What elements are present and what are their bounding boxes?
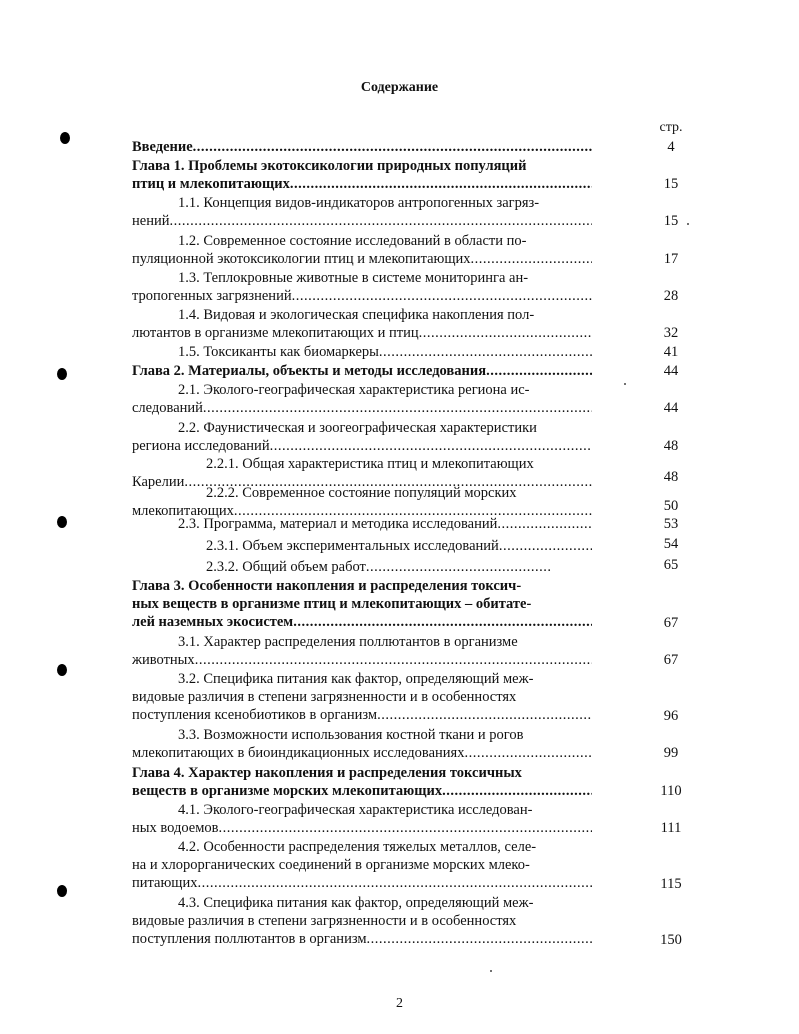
toc-entry-introduction[interactable] (132, 138, 592, 156)
toc-entry-text: Глава 3. Особенности накопления и распределения токсич- (132, 578, 522, 594)
toc-entry-text: видовые различия в степени загрязненности и в особенностях (132, 689, 517, 705)
toc-entry-text: 3.2. Специфика питания как фактор, определяющий меж- (178, 671, 534, 687)
leader-dots (218, 819, 592, 837)
toc-entry-text: нений (132, 213, 170, 229)
toc-entry-chapter-2[interactable] (132, 362, 592, 380)
toc-entry-text: следований (132, 400, 203, 416)
toc-entry-3-2[interactable] (132, 670, 592, 724)
toc-entry-text: 2.3. Программа, материал и методика исследований (178, 516, 498, 532)
toc-page-number: 53 (663, 516, 679, 532)
toc-entry-text: 4.3. Специфика питания как фактор, определяющий меж- (178, 895, 534, 911)
toc-page-number: 4 (667, 139, 675, 155)
toc-entry-text: 2.3.1. Объем экспериментальных исследований (206, 538, 499, 554)
toc-entry-text: 1.5. Токсиканты как биомаркеры (178, 344, 379, 360)
leader-dots (195, 651, 592, 669)
leader-dots (290, 175, 592, 193)
punch-hole-mark (57, 885, 67, 897)
toc-entry-text: тропогенных загрязнений (132, 288, 292, 304)
leader-dots (366, 558, 552, 576)
toc-entry-text: питающих (132, 875, 198, 891)
scan-speck (490, 970, 492, 972)
toc-entry-2-2[interactable] (132, 419, 592, 455)
toc-entry-text: ных водоемов (132, 820, 219, 836)
toc-entry-text: 2.3.2. Общий объем работ (206, 559, 366, 575)
leader-dots (197, 874, 592, 892)
toc-entry-chapter-3[interactable] (132, 577, 592, 631)
leader-dots (379, 343, 592, 361)
page-number-footer: 2 (396, 996, 403, 1011)
scan-speck (687, 223, 689, 225)
page-column-header: стр. (659, 120, 683, 135)
punch-hole-mark (57, 368, 67, 380)
toc-entry-text: региона исследований (132, 438, 270, 454)
leader-dots (169, 212, 592, 230)
leader-dots (377, 706, 592, 724)
toc-entry-text: 3.1. Характер распределения поллютантов в организме (178, 634, 518, 650)
punch-hole-mark (57, 516, 67, 528)
leader-dots (293, 613, 592, 631)
punch-hole-mark (60, 132, 70, 144)
toc-entry-4-1[interactable] (132, 801, 592, 837)
page-title: Содержание (360, 80, 439, 95)
toc-entry-text: пуляционной экотоксикологии птиц и млекопитающих (132, 251, 471, 267)
toc-page-number: 48 (663, 438, 679, 454)
toc-entry-text: ных веществ в организме птиц и млекопитающих – обитате- (132, 596, 532, 612)
leader-dots (497, 515, 592, 533)
scan-speck (624, 383, 626, 385)
toc-entry-text: 1.1. Концепция видов-индикаторов антропогенных загряз- (178, 195, 540, 211)
toc-entry-1-4[interactable] (132, 306, 592, 342)
toc-entry-text: поступления ксенобиотиков в организм (132, 707, 378, 723)
toc-page-number: 15 (663, 213, 679, 229)
toc-entry-3-1[interactable] (132, 633, 592, 669)
toc-entry-text: Карелии (132, 474, 185, 490)
toc-entry-text: на и хлорорганических соединений в организме морских млеко- (132, 857, 530, 873)
toc-entry-1-5[interactable] (132, 343, 592, 361)
toc-entry-text: млекопитающих в биоиндикационных исследованиях (132, 745, 465, 761)
toc-page-number: 15 (663, 176, 679, 192)
toc-entry-text: 2.2.1. Общая характеристика птиц и млекопитающих (206, 456, 534, 472)
toc-page-number: 96 (663, 708, 679, 724)
toc-page-number: 54 (663, 536, 679, 552)
toc-page-number: 17 (663, 251, 679, 267)
toc-entry-text: Глава 1. Проблемы экотоксикологии природных популяций (132, 158, 527, 174)
leader-dots (367, 930, 592, 948)
toc-entry-chapter-4[interactable] (132, 764, 592, 800)
toc-entry-text: животных (132, 652, 195, 668)
toc-entry-4-3[interactable] (132, 894, 592, 948)
leader-dots (486, 362, 592, 380)
toc-entry-text: Глава 4. Характер накопления и распределения токсичных (132, 765, 522, 781)
toc-entry-text: видовые различия в степени загрязненности и в особенностях (132, 913, 517, 929)
toc-page-number: 150 (660, 932, 682, 948)
toc-entry-text: 2.1. Эколого-географическая характеристика региона ис- (178, 382, 530, 398)
toc-entry-text: птиц и млекопитающих (132, 176, 290, 192)
toc-entry-text: млекопитающих (132, 503, 234, 519)
toc-page-number: 41 (663, 344, 679, 360)
toc-entry-chapter-1[interactable] (132, 157, 592, 193)
toc-entry-4-2[interactable] (132, 838, 592, 892)
toc-entry-2-3-1[interactable] (132, 537, 592, 555)
leader-dots (442, 782, 592, 800)
toc-entry-1-2[interactable] (132, 232, 592, 268)
leader-dots (471, 250, 592, 268)
toc-entry-2-3-2[interactable] (132, 558, 552, 576)
toc-entry-3-3[interactable] (132, 726, 592, 762)
toc-entry-text: 4.2. Особенности распределения тяжелых металлов, селе- (178, 839, 537, 855)
leader-dots (292, 287, 592, 305)
toc-entry-text: 2.2. Фаунистическая и зоогеографическая характеристики (178, 420, 537, 436)
toc-page-number: 50 (663, 498, 679, 514)
toc-entry-text: Введение (132, 139, 193, 155)
toc-page-number: 65 (663, 557, 679, 573)
toc-entry-1-3[interactable] (132, 269, 592, 305)
toc-page-number: 44 (663, 400, 679, 416)
toc-entry-text: 4.1. Эколого-географическая характеристика исследован- (178, 802, 533, 818)
toc-entry-text: Глава 2. Материалы, объекты и методы исследования (132, 363, 487, 379)
toc-page-number: 67 (663, 652, 679, 668)
toc-page-number: 110 (660, 783, 682, 799)
toc-page-number: 111 (660, 820, 682, 836)
toc-entry-text: лютантов в организме млекопитающих и птиц (132, 325, 419, 341)
toc-page-number: 44 (663, 363, 679, 379)
leader-dots (270, 437, 592, 455)
toc-entry-text: 1.4. Видовая и экологическая специфика накопления пол- (178, 307, 535, 323)
punch-hole-mark (57, 664, 67, 676)
toc-page-number: 28 (663, 288, 679, 304)
leader-dots (499, 537, 592, 555)
toc-entry-text: 3.3. Возможности использования костной ткани и рогов (178, 727, 524, 743)
toc-entry-text: 2.2.2. Современное состояние популяций морских (206, 485, 517, 501)
leader-dots (464, 744, 592, 762)
toc-entry-2-3[interactable] (132, 515, 592, 533)
toc-page-number: 99 (663, 745, 679, 761)
toc-entry-text: лей наземных экосистем (132, 614, 294, 630)
toc-entry-2-1[interactable] (132, 381, 592, 417)
leader-dots (193, 138, 592, 156)
toc-page-number: 48 (663, 469, 679, 485)
toc-entry-1-1[interactable] (132, 194, 592, 230)
leader-dots (203, 399, 592, 417)
toc-entry-text: 1.3. Теплокровные животные в системе мониторинга ан- (178, 270, 529, 286)
toc-entry-text: поступления поллютантов в организм (132, 931, 367, 947)
toc-entry-text: 1.2. Современное состояние исследований в области по- (178, 233, 527, 249)
leader-dots (419, 324, 592, 342)
toc-page-number: 32 (663, 325, 679, 341)
toc-page-number: 115 (660, 876, 682, 892)
toc-page-number: 67 (663, 615, 679, 631)
toc-entry-text: веществ в организме морских млекопитающих (132, 783, 443, 799)
